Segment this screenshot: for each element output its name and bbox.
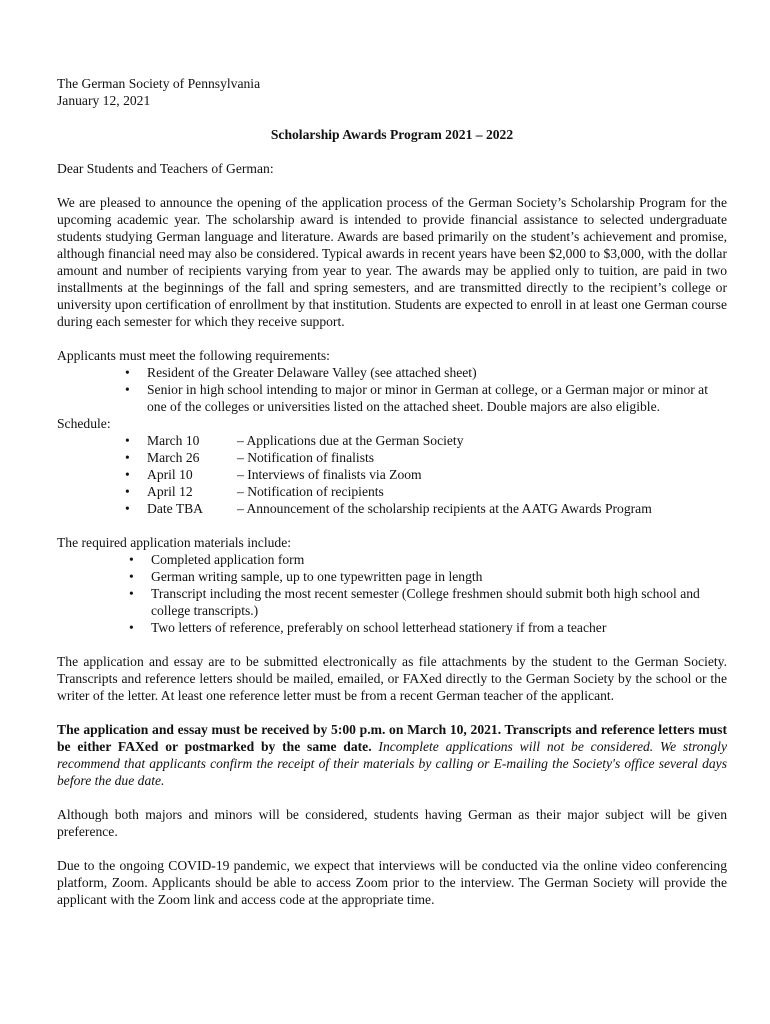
bullet-icon: •	[129, 586, 134, 601]
schedule-item	[57, 449, 727, 466]
majors-paragraph: Although both majors and minors will be considered, students having German as their major subject will be given preference.	[57, 807, 727, 839]
schedule-date: March 10	[147, 433, 200, 448]
list-item: • Two letters of reference, preferably on school letterhead stationery if from a teacher	[129, 620, 607, 635]
list-item: • Senior in high school intending to major or minor in German at college, or a German major or minor at one of the colleges or universities listed on the attached sheet. Double majors are also eligible.	[125, 382, 708, 414]
schedule-desc: – Announcement of the scholarship recipients at the AATG Awards Program	[237, 501, 652, 516]
materials-heading: The required application materials include:	[57, 535, 292, 550]
bullet-icon: •	[125, 467, 130, 482]
list-item: • Completed application form	[129, 552, 305, 567]
schedule-desc: – Notification of finalists	[237, 450, 375, 465]
bullet-icon: •	[125, 450, 130, 465]
schedule-desc: – Applications due at the German Society	[237, 433, 464, 448]
schedule-desc: – Interviews of finalists via Zoom	[237, 467, 422, 482]
bullet-icon: •	[125, 433, 130, 448]
schedule-date: April 12	[147, 484, 193, 499]
bullet-icon: •	[125, 382, 130, 397]
schedule-item	[57, 466, 727, 483]
bullet-icon: •	[125, 484, 130, 499]
requirements-heading: Applicants must meet the following requirements:	[57, 348, 330, 363]
salutation: Dear Students and Teachers of German:	[57, 161, 274, 176]
list-item: • German writing sample, up to one typewritten page in length	[129, 569, 483, 584]
letter-body	[57, 75, 727, 908]
bullet-icon: •	[125, 365, 130, 380]
organization-name: The German Society of Pennsylvania	[57, 76, 261, 91]
intro-paragraph: We are pleased to announce the opening of the application process of the German Society’s Scholarship Program for the upcoming academic year. The scholarship award is intended to provide financial assistance to selected undergraduate students studying German language and literature. Awards are based primarily on the student’s achievement and promise, although financial need may also be considered. Typical awards in recent years have been $2,000 to $3,000, with the dollar amount and number of recipients varying from year to year. The awards may be applied only to tuition, are paid in two installments at the beginnings of the fall and spring semesters, and are transmitted directly to the recipient’s college or university upon certification of enrollment by that institution. Students are expected to enroll in at least one German course during each semester for which they receive support.	[57, 195, 727, 329]
materials-list	[57, 551, 727, 636]
bullet-icon: •	[129, 620, 134, 635]
schedule-date: March 26	[147, 450, 200, 465]
bullet-icon: •	[129, 552, 134, 567]
schedule-date: April 10	[147, 467, 193, 482]
list-item: • Transcript including the most recent semester (College freshmen should submit both high school and college transcripts.)	[129, 586, 700, 618]
letter-date: January 12, 2021	[57, 93, 151, 108]
bullet-icon: •	[129, 569, 134, 584]
covid-paragraph: Due to the ongoing COVID-19 pandemic, we expect that interviews will be conducted via the online video conferencing platform, Zoom. Applicants should be able to access Zoom prior to the interview. The German Society will provide the applicant with the Zoom link and access code at the appropriate time.	[57, 858, 727, 907]
deadline-paragraph	[57, 721, 727, 789]
page-title: Scholarship Awards Program 2021 – 2022	[270, 127, 514, 142]
schedule-heading: Schedule:	[57, 416, 111, 431]
schedule-item	[57, 432, 727, 449]
submission-paragraph: The application and essay are to be submitted electronically as file attachments by the student to the German Society. Transcripts and reference letters should be mailed, emailed, or FAXed directly to the German Society by the school or the writer of the letter. At least one reference letter must be from a recent German teacher of the applicant.	[57, 654, 727, 703]
schedule-list	[57, 432, 727, 517]
bullet-icon: •	[125, 501, 130, 516]
requirements-list	[57, 364, 727, 415]
schedule-date: Date TBA	[147, 501, 204, 516]
schedule-desc: – Notification of recipients	[237, 484, 384, 499]
list-item: • Resident of the Greater Delaware Valley (see attached sheet)	[125, 365, 477, 380]
schedule-item	[57, 500, 727, 517]
deadline-bold-text: The application and essay must be received by 5:00 p.m. on March 10, 2021. Transcripts and reference letters must be either FAXed or postmarked by the same date.	[57, 722, 727, 754]
deadline-italic-text: Incomplete applications will not be considered. We strongly recommend that applicants confirm the receipt of their materials by calling or E-mailing the Society's office several days before the due date.	[57, 739, 727, 788]
schedule-item	[57, 483, 727, 500]
